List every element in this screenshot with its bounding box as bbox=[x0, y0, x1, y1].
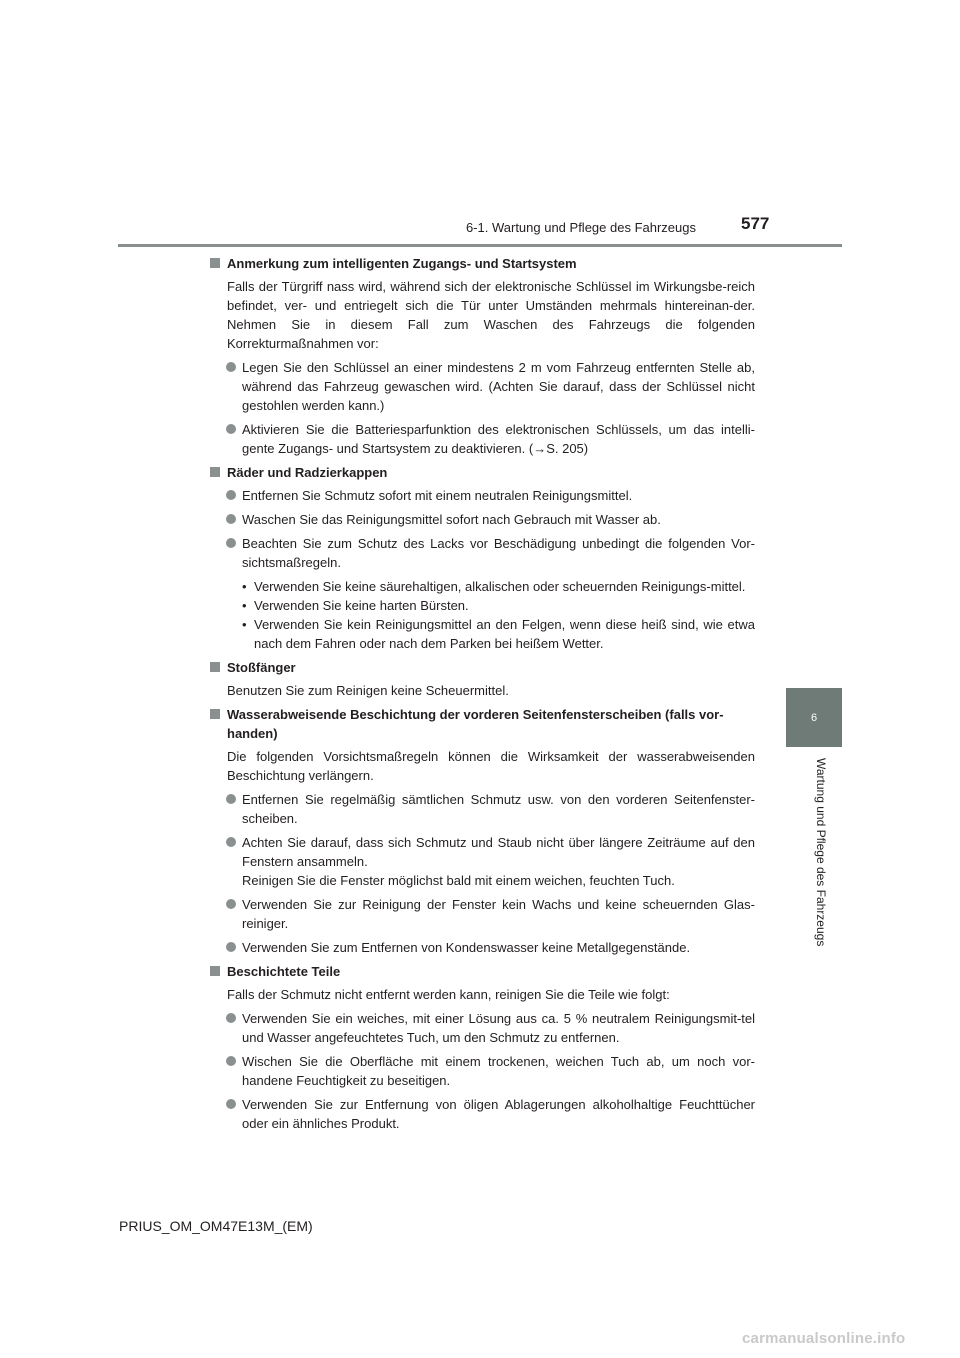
list-item: Wischen Sie die Oberfläche mit einem trockenen, weichen Tuch ab, um noch vor-handene Feuchtigkeit zu beseitigen. bbox=[210, 1052, 755, 1090]
circle-bullet-icon bbox=[226, 490, 236, 500]
sub-list-item: • Verwenden Sie keine harten Bürsten. bbox=[242, 598, 469, 613]
document-code: PRIUS_OM_OM47E13M_(EM) bbox=[119, 1218, 313, 1234]
square-bullet-icon bbox=[210, 709, 220, 719]
circle-bullet-icon bbox=[226, 899, 236, 909]
dot-bullet-icon: • bbox=[242, 579, 247, 594]
page-content bbox=[210, 254, 755, 1138]
circle-bullet-icon bbox=[226, 1099, 236, 1109]
section-title: Stoßfänger bbox=[210, 658, 755, 677]
section-title: Beschichtete Teile bbox=[210, 962, 755, 981]
section-title: Wasserabweisende Beschichtung der vorderen Seitenfensterscheiben (falls vor-handen) bbox=[210, 705, 755, 743]
section-bumper bbox=[210, 658, 755, 700]
dot-bullet-icon: • bbox=[242, 617, 247, 632]
section-wheels bbox=[210, 463, 755, 653]
chapter-label: Wartung und Pflege des Fahrzeugs bbox=[814, 758, 828, 947]
list-item: Achten Sie darauf, dass sich Schmutz und Staub nicht über längere Zeiträume auf den Fenstern ansammeln. Reinigen Sie die Fenster möglichst bald mit einem weichen, feuchten Tuch. bbox=[210, 833, 755, 890]
sub-list-item: • Verwenden Sie keine säurehaltigen, alkalischen oder scheuernden Reinigungs-mittel. bbox=[242, 579, 746, 594]
section-coated-parts bbox=[210, 962, 755, 1133]
circle-bullet-icon bbox=[226, 794, 236, 804]
chapter-tab[interactable] bbox=[786, 688, 842, 747]
list-item: Legen Sie den Schlüssel an einer mindestens 2 m vom Fahrzeug entfernten Stelle ab, während das Fahrzeug gewaschen wird. (Achten Sie darauf, dass der Schlüssel nicht gestohlen werden kann.) bbox=[210, 358, 755, 415]
watermark: carmanualsonline.info bbox=[742, 1330, 906, 1347]
circle-bullet-icon bbox=[226, 362, 236, 372]
list-item: Entfernen Sie Schmutz sofort mit einem neutralen Reinigungsmittel. bbox=[210, 486, 755, 505]
list-item: Verwenden Sie zur Reinigung der Fenster kein Wachs und keine scheuernden Glas-reiniger. bbox=[210, 895, 755, 933]
list-item: Beachten Sie zum Schutz des Lacks vor Beschädigung unbedingt die folgenden Vor-sichtsmaßregeln. bbox=[210, 534, 755, 572]
square-bullet-icon bbox=[210, 662, 220, 672]
list-item: Entfernen Sie regelmäßig sämtlichen Schmutz usw. von den vorderen Seitenfenster-scheiben. bbox=[210, 790, 755, 828]
sub-list bbox=[210, 577, 755, 653]
sub-list-item: • Verwenden Sie kein Reinigungsmittel an den Felgen, wenn diese heiß sind, wie etwa nach dem Fahren oder nach dem Parken bei heißem Wetter. bbox=[242, 617, 755, 651]
header-divider bbox=[118, 244, 842, 247]
header-section-title: 6-1. Wartung und Pflege des Fahrzeugs bbox=[465, 220, 696, 235]
page-number: 577 bbox=[741, 214, 770, 233]
square-bullet-icon bbox=[210, 258, 220, 268]
circle-bullet-icon bbox=[226, 1013, 236, 1023]
section-intro: Die folgenden Vorsichtsmaßregeln können die Wirksamkeit der wasserabweisenden Beschichtung verlängern. bbox=[227, 749, 755, 783]
dot-bullet-icon: • bbox=[242, 598, 247, 613]
section-intro: Falls der Türgriff nass wird, während sich der elektronische Schlüssel im Wirkungsbe-reich befindet, ver- und entriegelt sich die Tür unter Umständen mehrmals hintereinan-der. Nehmen Sie in diesem Fall zum Waschen des Fahrzeugs die folgenden Korrekturmaßnahmen vor: bbox=[227, 279, 755, 351]
list-item: Aktivieren Sie die Batteriesparfunktion des elektronischen Schlüssels, um das intelli-gente Zugangs- und Startsystem zu deaktivieren. (→S. 205) bbox=[210, 420, 755, 458]
section-title: Anmerkung zum intelligenten Zugangs- und Startsystem bbox=[210, 254, 755, 273]
section-smart-key bbox=[210, 254, 755, 458]
section-title: Räder und Radzierkappen bbox=[210, 463, 755, 482]
circle-bullet-icon bbox=[226, 538, 236, 548]
section-water-repellent bbox=[210, 705, 755, 957]
section-intro: Benutzen Sie zum Reinigen keine Scheuermittel. bbox=[227, 683, 509, 698]
list-item: Verwenden Sie ein weiches, mit einer Lösung aus ca. 5 % neutralem Reinigungsmit-tel und Wasser angefeuchtetes Tuch, um den Schmutz zu entfernen. bbox=[210, 1009, 755, 1047]
section-intro: Falls der Schmutz nicht entfernt werden kann, reinigen Sie die Teile wie folgt: bbox=[227, 987, 670, 1002]
list-item: Verwenden Sie zum Entfernen von Kondenswasser keine Metallgegenstände. bbox=[210, 938, 755, 957]
circle-bullet-icon bbox=[226, 514, 236, 524]
square-bullet-icon bbox=[210, 467, 220, 477]
circle-bullet-icon bbox=[226, 837, 236, 847]
circle-bullet-icon bbox=[226, 424, 236, 434]
circle-bullet-icon bbox=[226, 1056, 236, 1066]
circle-bullet-icon bbox=[226, 942, 236, 952]
list-item: Waschen Sie das Reinigungsmittel sofort nach Gebrauch mit Wasser ab. bbox=[210, 510, 755, 529]
chapter-number: 6 bbox=[810, 711, 818, 724]
page-header bbox=[0, 0, 960, 250]
square-bullet-icon bbox=[210, 966, 220, 976]
list-item: Verwenden Sie zur Entfernung von öligen Ablagerungen alkoholhaltige Feuchttücher oder ein ähnliches Produkt. bbox=[210, 1095, 755, 1133]
